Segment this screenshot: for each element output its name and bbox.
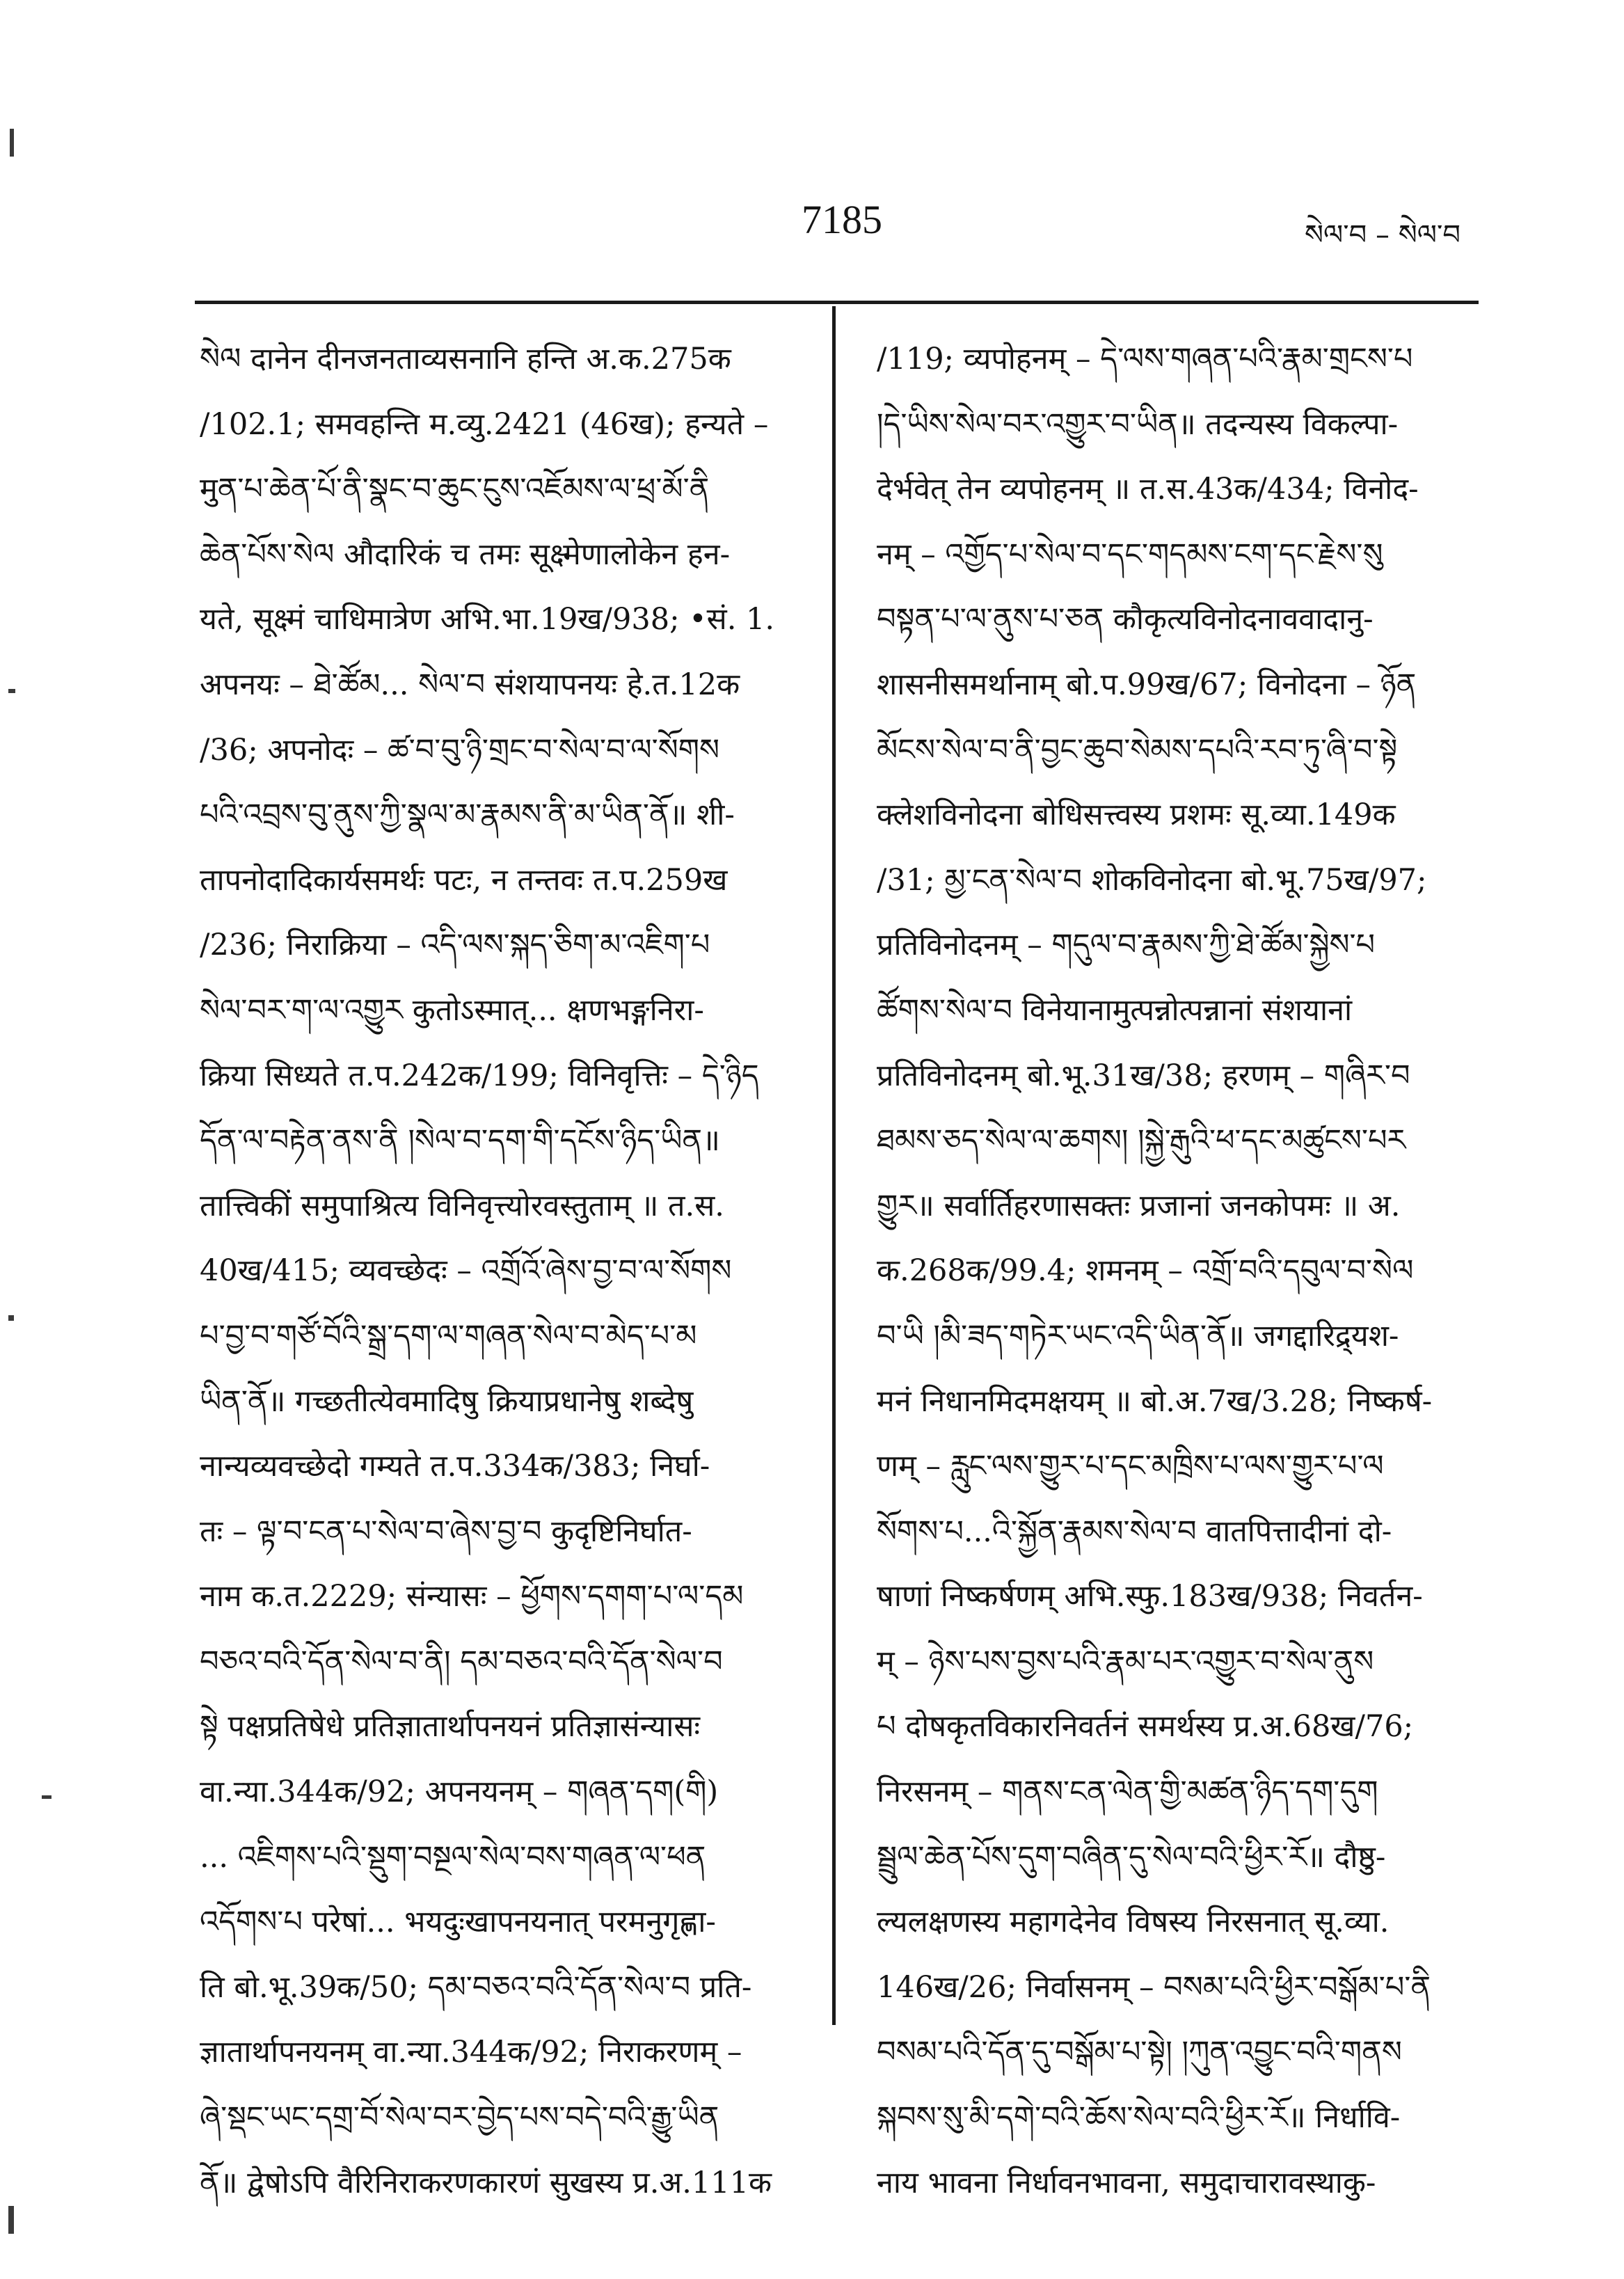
text-line: यते, सूक्ष्मं चाधिमात्रेण अभि.भा.19ख/938; •सं. 1. (200, 602, 775, 637)
text-line: नाम क.त.2229; संन्यासः – ཕྱོགས་དགག་པ་ལ་དམ (200, 1579, 744, 1614)
text-line: 146ख/26; निर्वासनम् – བསམ་པའི་ཕྱིར་བསྒོམ་པ་ནི (877, 1969, 1431, 2005)
text-line: प्रतिविनोदनम् बो.भू.31ख/38; हरणम् – གཞིར་བ (877, 1058, 1410, 1093)
text-line: བསྟན་པ་ལ་ནུས་པ་ཅན कौकृत्यविनोदनाववादानु- (877, 602, 1374, 637)
text-line: སྦྲུལ་ཆེན་པོས་དུག་བཞིན་དུ་སེལ་བའི་ཕྱིར་རོ॥ दौष्ठु- (877, 1839, 1386, 1875)
text-line: མོངས་སེལ་བ་ནི་བྱང་ཆུབ་སེམས་དཔའི་རབ་ཏུ་ཞི་བ་སྟེ (877, 732, 1398, 768)
text-line: ... འཇིགས་པའི་སྡུག་བསྔལ་སེལ་བས་གཞན་ལ་ཕན (200, 1839, 706, 1875)
scan-mark (8, 2206, 14, 2234)
text-line: शासनीसमर्थानाम् बो.प.99ख/67; विनोदना – ཉོན (877, 667, 1417, 702)
text-line: པ दोषकृतविकारनिवर्तनं समर्थस्य प्र.अ.68ख/76; (877, 1709, 1414, 1745)
text-line: ज्ञातार्थापनयनम् वा.न्या.344क/92; निराकरणम् – (200, 2035, 742, 2070)
text-line: निरसनम् – གནས་ངན་ལེན་གྱི་མཚན་ཉིད་དག་དུག (877, 1774, 1378, 1810)
text-line: /119; व्यपोहनम् – དེ་ལས་གཞན་པའི་རྣམ་གྲངས་པ (877, 342, 1413, 376)
text-line: སེལ दानेन दीनजनताव्यसनानि हन्ति अ.क.275क (200, 342, 731, 376)
text-line: नम् – འགྱོད་པ་སེལ་བ་དང་གདམས་ངག་དང་རྗེས་སུ (877, 537, 1383, 572)
text-line: देर्भवेत् तेन व्यपोहनम् ॥ त.स.43क/434; विनोद- (877, 472, 1419, 507)
text-line: སྟེ पक्षप्रतिषेधे प्रतिज्ञातार्थापनयनं प्रतिज्ञासंन्यासः (200, 1709, 701, 1745)
text-line: པའི་འབྲས་བུ་ནུས་ཀྱི་སྣལ་མ་རྣམས་ནི་མ་ཡིན་ནོ॥ शी- (200, 797, 735, 833)
text-line: क्रिया सिध्यते त.प.242क/199; विनिवृत्तिः – དེ་ཉིད (200, 1058, 759, 1093)
text-line: अपनयः – ཐེ་ཚོམ... སེལ་བ संशयापनयः हे.त.12क (200, 667, 740, 702)
text-line: /31; མྱ་ངན་སེལ་བ शोकविनोदना बो.भू.75ख/97; (877, 862, 1427, 898)
text-line: གྱུར॥ सर्वार्तिहरणासक्तः प्रजानां जनकोपमः ॥ अ. (877, 1188, 1401, 1223)
text-line: म् – ཉེས་པས་བྱས་པའི་རྣམ་པར་འགྱུར་བ་སེལ་ནུས (877, 1644, 1374, 1679)
text-line: བཅའ་བའི་དོན་སེལ་བ་ནི། དམ་བཅའ་བའི་དོན་སེལ་བ (200, 1644, 723, 1679)
text-line: ཐམས་ཅད་སེལ་ལ་ཆགས། །སྐྱེ་རྒུའི་ཕ་དང་མཚུངས་པར (877, 1123, 1406, 1159)
scan-mark (42, 1795, 51, 1799)
text-line: वा.न्या.344क/92; अपनयनम् – གཞན་དག(གི) (200, 1774, 719, 1810)
header-rule (195, 301, 1479, 304)
scan-mark (8, 1315, 14, 1321)
text-line: ཞེ་སྡང་ཡང་དགྲ་བོ་སེལ་བར་བྱེད་པས་བདེ་བའི་རྒྱུ་ཡིན (200, 2100, 719, 2136)
text-line: षाणां निष्कर्षणम् अभि.स्फु.183ख/938; निवर्तन- (877, 1579, 1423, 1614)
text-line: /236; निराक्रिया – འདི་ལས་སྐད་ཅིག་མ་འཇིག་པ (200, 928, 710, 963)
text-line: པ་བྱ་བ་གཙོ་བོའི་སྒྲ་དག་ལ་གཞན་སེལ་བ་མེད་པ་མ (200, 1318, 697, 1353)
column-divider (832, 306, 836, 2025)
text-line: སེལ་བར་ག་ལ་འགྱུར कुतोऽस्मात्... क्षणभङ्गनिरा- (200, 992, 704, 1028)
text-line: 40ख/415; व्यवच्छेदः – འགྲོའོ་ཞེས་བྱ་བ་ལ་སོགས (200, 1253, 732, 1289)
text-line: मुན་པ་ཆེན་པོ་ནི་སྣང་བ་ཆུང་ངུས་འཇོམས་ལ་ཕྲ་མོ་ནི (200, 472, 710, 507)
text-line: ནོ॥ द्वेषोऽपि वैरिनिराकरणकारणं सुखस्य प्र.अ.111क (200, 2165, 772, 2200)
text-line: ल्यलक्षणस्य महागदेनेव विषस्य निरसनात् सू.व्या. (877, 1905, 1390, 1940)
text-line: मनं निधानमिदमक्षयम् ॥ बो.अ.7ख/3.28; निष्कर्ष- (877, 1383, 1433, 1419)
text-line: སོགས་པ...འི་སྐྱོན་རྣམས་སེལ་བ वातपित्तादीनां दो- (877, 1514, 1392, 1549)
text-line: /102.1; समवहन्ति म.व्यु.2421 (46ख); हन्यते – (200, 406, 769, 442)
text-line: ཚོགས་སེལ་བ विनेयानामुत्पन्नोत्पन्नानां संशयानां (877, 992, 1353, 1028)
text-line: །དེ་ཡིས་སེལ་བར་འགྱུར་བ་ཡིན॥ तदन्यस्य विकल्पा- (877, 406, 1399, 442)
page-number: 7185 (802, 197, 882, 242)
text-line: བསམ་པའི་དོན་དུ་བསྒོམ་པ་སྟེ། །ཀུན་འབྱུང་བའི་གནས (877, 2035, 1402, 2070)
text-line: नाय भावना निर्धावनभावना, समुदाचारावस्थाकु- (877, 2165, 1376, 2200)
text-line: ति बो.भू.39क/50; དམ་བཅའ་བའི་དོན་སེལ་བ प्रति- (200, 1969, 752, 2005)
scan-mark (10, 129, 14, 157)
left-column (200, 327, 819, 2216)
text-line: तात्त्विकीं समुपाश्रित्य विनिवृत्त्योरवस्तुताम् ॥ त.स. (200, 1188, 724, 1223)
text-line: སྐབས་སུ་མི་དགེ་བའི་ཆོས་སེལ་བའི་ཕྱིར་རོ॥ निर्धावि- (877, 2100, 1401, 2136)
text-line: /36; अपनोदः – ཚ་བ་བུ་ཉི་གྲང་བ་སེལ་བ་ལ་སོགས (200, 732, 719, 768)
text-line: དོན་ལ་བརྟེན་ནས་ནི །སེལ་བ་དག་གི་དངོས་ཉིད་ཡིན॥ (200, 1123, 720, 1159)
right-column (877, 327, 1496, 2216)
text-line: ཡིན་ནོ॥ गच्छतीत्येवमादिषु क्रियाप्रधानेषु शब्देषु (200, 1383, 694, 1419)
running-head: སེལ་བ – སེལ་བ (1305, 219, 1460, 251)
text-line: क.268क/99.4; शमनम् – འགྲོ་བའི་དབུལ་བ་སེལ (877, 1253, 1414, 1289)
text-line: तः – ལྟ་བ་ངན་པ་སེལ་བ་ཞེས་བྱ་བ कुदृष्टिनिर्घात- (200, 1514, 692, 1549)
text-line: क्लेशविनोदना बोधिसत्त्वस्य प्रशमः सू.व्या.149क (877, 797, 1396, 833)
text-line: तापनोदादिकार्यसमर्थः पटः, न तन्तवः त.प.259ख (200, 862, 728, 898)
scan-mark (8, 689, 15, 693)
text-line: ཆེན་པོས་སེལ औदारिकं च तमः सूक्ष्मेणालोकेन हन- (200, 537, 731, 572)
text-line: णम् – རླུང་ལས་གྱུར་པ་དང་མཁྲིས་པ་ལས་གྱུར་པ་ལ (877, 1449, 1384, 1484)
text-line: नान्यव्यवच्छेदो गम्यते त.प.334क/383; निर्घा- (200, 1449, 710, 1484)
text-line: འདོགས་པ परेषां... भयदुःखापनयनात् परमनुगृह्णा- (200, 1905, 716, 1940)
text-line: प्रतिविनोदनम् – གདུལ་བ་རྣམས་ཀྱི་ཐེ་ཚོམ་སྐྱེས་པ (877, 928, 1376, 963)
text-line: བ་ཡི །མི་ཟད་གཏེར་ཡང་འདི་ཡིན་ནོ॥ जगद्दारिद्र्यश- (877, 1318, 1399, 1353)
